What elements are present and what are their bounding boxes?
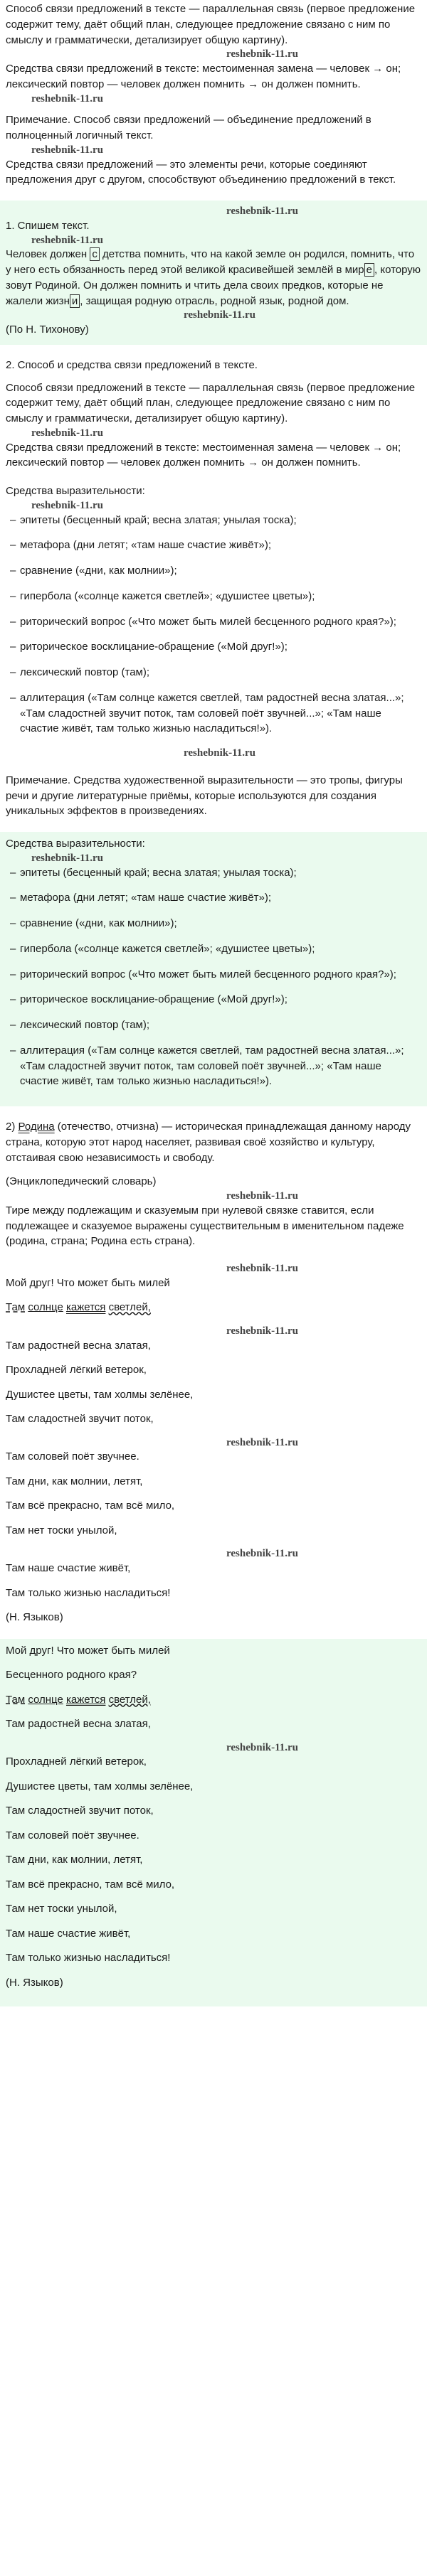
text-paragraph: Средства связи предложений — это элементы речи, которые соединяют предложения друг с другом, способствуют объединению предложений в текст. — [6, 158, 396, 186]
list-item: – риторическое восклицание-обращение («Мой друг!»); — [20, 639, 421, 655]
means-heading: Средства выразительности: — [6, 485, 145, 497]
list-item: – гипербола («солнце кажется светлей»; «душистее цветы»); — [20, 941, 421, 957]
watermark: reshebnik-11.ru — [31, 427, 103, 439]
list-item: – риторический вопрос («Что может быть милей бесценного родного края?»); — [20, 614, 421, 630]
watermark: reshebnik-11.ru — [226, 205, 298, 217]
poem-line: Мой друг! Что может быть милей — [6, 1644, 170, 1657]
task1-author: (По Н. Тихонову) — [6, 324, 89, 336]
poem-line: Там нет тоски унылой, — [6, 1524, 117, 1536]
poem-line: Там наше счастие живёт, — [6, 1927, 131, 1940]
poem-line: Там солнце кажется светлей, — [6, 1693, 151, 1706]
rodina-text: 2) Родина (отечество, отчизна) — историческая принадлежащая данному народу страна, которую этот народ населяет, развивая своё хозяйство и культуру, отстаивая свою независимость и свободу. — [6, 1121, 411, 1164]
orthogram-box: с — [90, 247, 100, 261]
poem-line: Там наше счастие живёт, — [6, 1562, 131, 1574]
poem-line: Душистее цветы, там холмы зелёнее, — [6, 1388, 194, 1401]
poem-block — [6, 1262, 421, 1626]
note-block — [6, 773, 421, 819]
list-item: – лексический повтор (там); — [20, 1017, 421, 1033]
watermark: reshebnik-11.ru — [226, 1325, 298, 1337]
means2-heading: Средства выразительности: — [6, 838, 145, 850]
poem-author: (Н. Языков) — [6, 1611, 63, 1623]
poem-line: Там соловей поёт звучнее. — [6, 1829, 139, 1842]
orthogram-box: и — [70, 294, 80, 308]
list-item: – аллитерация («Там солнце кажется светлей, там радостней весна златая...»; «Там сладостней звучит поток, там соловей поёт звучней...»; «Там наше счастие живёт, там только жизнью насладиться!»). — [20, 1043, 421, 1089]
poem-line: Там радостней весна златая, — [6, 1718, 151, 1730]
poem-line: Прохладней лёгкий ветерок, — [6, 1755, 147, 1768]
list-item: – сравнение («дни, как молнии»); — [20, 563, 421, 579]
task1-text: Человек должен с детства помнить, что на какой земле он родился, помнить, что у него есть обязанность перед этой великой красивейшей землёй в мир е , которую зовут Родиной. Он должен помнить и чтить дела своих предков, которые не жалели жизн и , защищая родную отрасль, родной язык, родной дом. — [6, 248, 421, 307]
means2-block — [0, 832, 427, 1106]
text-paragraph: Способ связи предложений в тексте — параллельная связь (первое предложение содержит тему, даёт общий план, следующее предложение связано с ним по смыслу и грамматически, детализирует общую картину). — [6, 381, 416, 424]
watermark: reshebnik-11.ru — [226, 1548, 298, 1560]
text-paragraph: Примечание. Средства художественной выразительности — это тропы, фигуры речи и другие литературные приёмы, которые используются для создания уникальных эффектов в произведениях. — [6, 774, 403, 818]
list-item: – лексический повтор (там); — [20, 665, 421, 680]
list-item: – аллитерация («Там солнце кажется светлей, там радостней весна златая...»; «Там сладостней звучит поток, там соловей поёт звучней...»; «Там наше счастие живёт, там только жизнью насладиться!»). — [20, 690, 421, 737]
poem-line: Там всё прекрасно, там всё мило, — [6, 1500, 175, 1512]
task1-block — [0, 201, 427, 345]
list-item: – метафора (дни летят; «там наше счастие живёт»); — [20, 890, 421, 906]
poem-line: Там радостней весна златая, — [6, 1339, 151, 1352]
list-item: – метафора (дни летят; «там наше счастие живёт»); — [20, 538, 421, 553]
poem-line: Душистее цветы, там холмы зелёнее, — [6, 1780, 194, 1792]
list-item: – эпитеты (бесценный край; весна златая; унылая тоска); — [20, 865, 421, 881]
poem-line: Там нет тоски унылой, — [6, 1903, 117, 1915]
watermark: reshebnik-11.ru — [31, 852, 103, 864]
watermark: reshebnik-11.ru — [31, 92, 103, 105]
poem2-block — [0, 1639, 427, 2007]
watermark: reshebnik-11.ru — [226, 1263, 298, 1274]
poem-line: Там сладостней звучит поток, — [6, 1805, 154, 1817]
watermark: reshebnik-11.ru — [31, 234, 103, 246]
poem-line: Мой друг! Что может быть милей — [6, 1276, 170, 1289]
text-paragraph: Средства связи предложений в тексте: местоименная замена — человек → он; лексический повтор — человек должен помнить → он должен помнить. — [6, 441, 401, 469]
watermark: reshebnik-11.ru — [226, 1436, 298, 1448]
watermark: reshebnik-11.ru — [184, 309, 255, 321]
watermark: reshebnik-11.ru — [226, 48, 298, 60]
watermark: reshebnik-11.ru — [226, 1741, 298, 1753]
list-item: – эпитеты (бесценный край; весна златая; унылая тоска); — [20, 513, 421, 528]
poem-line: Там соловей поёт звучнее. — [6, 1450, 139, 1463]
poem-line: Там дни, как молнии, летят, — [6, 1854, 143, 1866]
orthogram-box: е — [364, 263, 374, 277]
watermark: reshebnik-11.ru — [184, 747, 255, 759]
poem-author: (Н. Языков) — [6, 1976, 63, 1989]
poem-line: Бесценного родного края? — [6, 1669, 137, 1681]
poem-line: Там только жизнью насладиться! — [6, 1952, 171, 1965]
watermark: reshebnik-11.ru — [226, 1190, 298, 1202]
poem-line: Там всё прекрасно, там всё мило, — [6, 1878, 175, 1891]
text-paragraph: Способ связи предложений в тексте — параллельная связь (первое предложение содержит тему, даёт общий план, следующее предложение связано с ним по смыслу и грамматически, детализирует общую картину). — [6, 3, 416, 46]
text-paragraph: Средства связи предложений в тексте: местоименная замена — человек → он; лексический повтор — человек должен помнить → он должен помнить. — [6, 63, 401, 90]
watermark: reshebnik-11.ru — [31, 499, 103, 511]
task2-block — [6, 358, 421, 471]
text-paragraph: Тире между подлежащим и сказуемым при нулевой связке ставится, если подлежащее и сказуемое выражены существительным в именительном падеже (родина, страна; Родина есть страна). — [6, 1204, 404, 1248]
list-item: – сравнение («дни, как молнии»); — [20, 916, 421, 931]
poem-line: Там сладостней звучит поток, — [6, 1413, 154, 1425]
list-item: – риторическое восклицание-обращение («Мой друг!»); — [20, 992, 421, 1008]
list-item: – риторический вопрос («Что может быть милей бесценного родного края?»); — [20, 967, 421, 983]
poem-line: Там только жизнью насладиться! — [6, 1586, 171, 1599]
text-paragraph: (Энциклопедический словарь) — [6, 1175, 157, 1188]
rodina-block — [6, 1119, 421, 1249]
text-paragraph: Примечание. Способ связи предложений — объединение предложений в полноценный логичный текст. — [6, 114, 371, 141]
means2-list — [6, 865, 421, 1090]
means-list — [6, 513, 421, 737]
poem-line: Там дни, как молнии, летят, — [6, 1475, 143, 1487]
theory-block — [6, 1, 421, 188]
watermark: reshebnik-11.ru — [31, 144, 103, 156]
task2-heading: 2. Способ и средства связи предложений в тексте. — [6, 358, 258, 371]
task1-heading: 1. Спишем текст. — [6, 219, 90, 232]
poem-line: Прохладней лёгкий ветерок, — [6, 1364, 147, 1376]
list-item: – гипербола («солнце кажется светлей»; «душистее цветы»); — [20, 589, 421, 604]
poem-line: Там солнце кажется светлей, — [6, 1301, 151, 1314]
means-block — [6, 483, 421, 760]
